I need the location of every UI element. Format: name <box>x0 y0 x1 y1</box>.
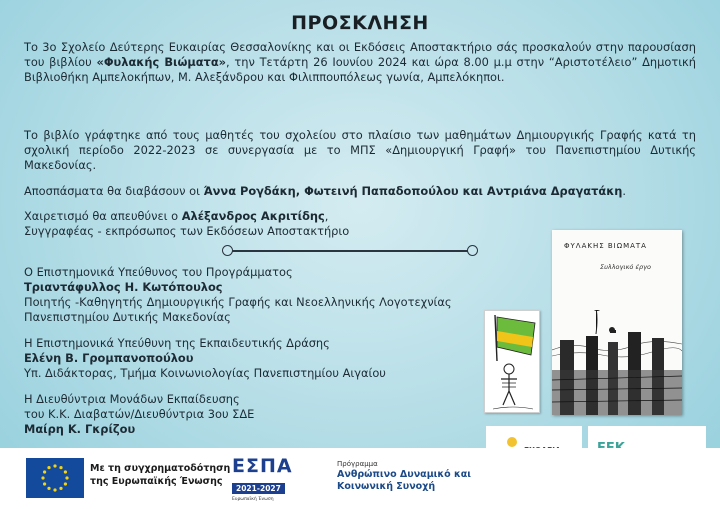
school-sticker-image <box>484 310 540 413</box>
book-title: «Φυλακής Βιώματα» <box>96 55 227 69</box>
section-divider <box>222 243 478 259</box>
staff-block-education-lead <box>24 336 464 381</box>
staff-role: Ο Επιστημονικά Υπεύθυνος του Προγράμματος <box>24 265 293 279</box>
greeting-role: Συγγραφέας - εκπρόσωπος των Εκδόσεων Αποστακτήριο <box>24 224 350 238</box>
program-logo: Πρόγραμμα Ανθρώπινο Δυναμικό και Κοινωνική Συνοχή <box>337 460 471 492</box>
staff-desc: Ποιητής -Καθηγητής Δημιουργικής Γραφής και Νεοελληνικής Λογοτεχνίας Πανεπιστημίου Δυτικής Μακεδονίας <box>24 295 452 324</box>
eu-flag-icon <box>26 458 84 498</box>
readers-paragraph: Αποσπάσματα θα διαβάσουν οι Άννα Ρογδάκη, Φωτεινή Παπαδοπούλου και Αντριάνα Δραγατάκη. <box>24 184 627 198</box>
book-cover-subtitle: Συλλογικό έργο <box>600 263 651 271</box>
staff-desc: του Κ.Κ. Διαβατών/Διευθύντρια 3ου ΣΔΕ <box>24 407 255 421</box>
staff-name: Τριαντάφυλλος Η. Κωτόπουλος <box>24 280 223 294</box>
staff-desc: Υπ. Διδάκτορας, Τμήμα Κοινωνιολογίας Πανεπιστημίου Αιγαίου <box>24 366 386 380</box>
page-title: ΠΡΟΣΚΛΗΣΗ <box>291 12 429 34</box>
book-cover-title: ΦΥΛΑΚΗΣ ΒΙΩΜΑΤΑ <box>564 242 647 250</box>
staff-role: Η Διευθύντρια Μονάδων Εκπαίδευσης <box>24 392 240 406</box>
footer-sponsor-bar <box>0 448 720 509</box>
readers-names: Άννα Ρογδάκη, Φωτεινή Παπαδοπούλου και Αντριάνα Δραγατάκη <box>203 184 623 198</box>
intro-paragraph: Το 3ο Σχολείο Δεύτερης Ευκαιρίας Θεσσαλονίκης και οι Εκδόσεις Αποστακτήριο σάς προσκαλούν στην παρουσίαση του βιβλίου «Φυλακής Βιώματα», την Τετάρτη 26 Ιουνίου 2024 και ώρα 8.00 μ.μ στην “Αριστοτέλειο” Δημοτική Βιβλιοθήκη Αμπελοκήπων, Μ. Αλεξάνδρου και Φιλιππουπόλεως γωνία, Αμπελόκηποι. <box>24 40 696 84</box>
staff-block-scientific-lead <box>24 265 464 325</box>
eu-cofunding-text: Με τη συγχρηματοδότηση της Ευρωπαϊκής Ένωσης <box>90 463 231 487</box>
staff-name: Ελένη Β. Γρομπανοπούλου <box>24 351 194 365</box>
book-cover-image <box>552 230 682 415</box>
staff-name: Μαίρη Κ. Γκρίζου <box>24 422 136 436</box>
about-paragraph: Το βιβλίο γράφτηκε από τους μαθητές του σχολείου στο πλαίσιο των μαθημάτων Δημιουργικής Γραφής κατά τη σχολική περίοδο 2022-2023 σε συνεργασία με το ΜΠΣ «Δημιουργική Γραφή» του Πανεπιστημίου Δυτικής Μακεδονίας. <box>24 128 696 172</box>
staff-block-director <box>24 392 464 437</box>
espa-logo: ΕΣΠΑ 2021-2027 Ευρωπαϊκή Ένωση <box>232 455 293 502</box>
prison-fence-illustration <box>552 310 682 415</box>
greeting-name: Αλέξανδρος Ακριτίδης <box>181 209 325 223</box>
greeting-paragraph: Χαιρετισμό θα απευθύνει ο Αλέξανδρος Ακριτίδης, Συγγραφέας - εκπρόσωπος των Εκδόσεων Αποστακτήριο <box>24 209 350 238</box>
staff-role: Η Επιστημονικά Υπεύθυνη της Εκπαιδευτικής Δράσης <box>24 336 330 350</box>
drawing-icon <box>485 311 541 414</box>
